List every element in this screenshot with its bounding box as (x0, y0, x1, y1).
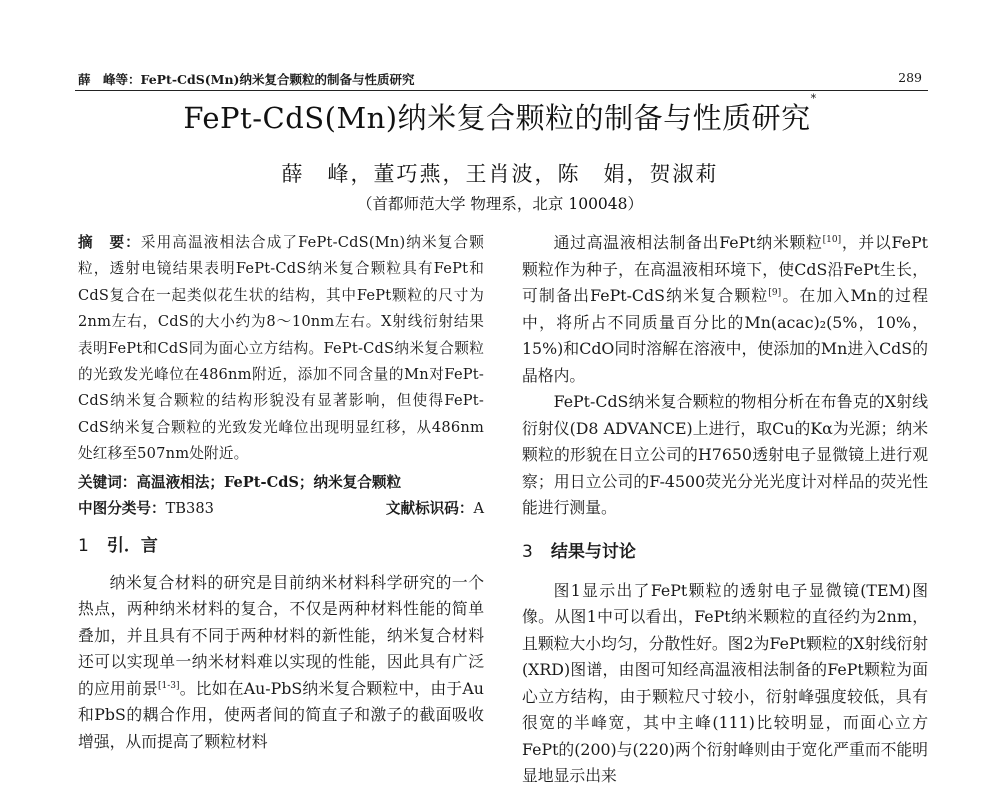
keywords-label: 关键词： (78, 473, 137, 491)
paper-title (0, 92, 1000, 137)
intro-paragraph (78, 570, 484, 756)
clc-label: 中图分类号： (78, 499, 166, 517)
abstract (78, 230, 484, 468)
keywords-text: 高温液相法；FePt-CdS；纳米复合颗粒 (136, 473, 402, 491)
header-rule (75, 90, 928, 91)
classification-line (78, 496, 484, 522)
abstract-text: 采用高温液相法合成了FePt-CdS(Mn)纳米复合颗粒，透射电镜结果表明FePt-CdS纳米复合颗粒具有FePt和CdS复合在一起类似花生状的结构，其中FePt颗粒的尺寸为2nm左右，CdS的大小约为8～10nm左右。X射线衍射结果表明FePt和CdS同为面心立方结构。FePt-CdS纳米复合颗粒的光致发光峰位在486nm附近，添加不同含量的Mn对FePt-CdS纳米复合颗粒的结构形貌没有显著影响，但使得FePt-CdS纳米复合颗粒的光致发光峰位出现明显红移，从486nm处红移至507nm处附近。 (78, 234, 484, 463)
results-paragraph (522, 578, 928, 790)
author-list: 薛 峰，董巧燕，王肖波，陈 娟，贺淑莉 (281, 162, 719, 186)
intro-text-cut: 简直子和激子的截面吸收增强，从而提高了颗粒材料 (78, 705, 484, 751)
section-3-number: 3 (522, 541, 533, 562)
running-head-text: 薛 峰等：FePt-CdS(Mn)纳米复合颗粒的制备与性质研究 (78, 72, 415, 87)
doc-code (386, 496, 484, 522)
method-text-a: 通过高温液相法制备出FePt纳米颗粒 (553, 233, 823, 252)
intro-text-b: 。比如在Au-PbS纳米复合颗粒中，由于Au和PbS的耦合作用，使两者间的 (78, 678, 484, 725)
page-number: 289 (898, 70, 922, 85)
title-footnote-mark: * (810, 92, 817, 105)
abstract-label: 摘 要： (78, 234, 141, 251)
method-paragraph-1 (522, 230, 928, 389)
running-head (78, 70, 926, 88)
section-1-heading (78, 534, 484, 558)
title-text: FePt-CdS(Mn)纳米复合颗粒的制备与性质研究 (183, 101, 811, 135)
affiliation: （首都师范大学 物理系，北京 100048） (356, 195, 644, 213)
clc-number (78, 496, 214, 522)
left-column (78, 230, 484, 755)
intro-text-a: 纳米复合材料的研究是目前纳米材料科学研究的一个热点，两种纳米材料的复合，不仅是两种材料性能的简单叠加，并且具有不同于两种材料的新性能，纳米复合材料还可以实现单一纳米材料难以实现的性能，因此具有广泛的应用前景 (78, 572, 484, 698)
method-ref-1: [10] (822, 235, 842, 245)
method-ref-2: [9] (768, 288, 782, 298)
doc-value: A (473, 499, 484, 517)
method-text-b: ，并以FePt颗粒作为种子，在高温液相环境下，使CdS沿FePt生长，可制备出FePt-CdS纳米复合颗粒 (522, 233, 928, 305)
section-3-heading (522, 540, 928, 564)
keywords (78, 469, 484, 496)
section-3-title: 结果与讨论 (550, 541, 636, 562)
intro-ref: [1-3] (158, 680, 180, 691)
right-column (522, 230, 928, 790)
section-1-title: 引．言 (106, 535, 158, 556)
doc-label: 文献标识码： (385, 499, 474, 517)
clc-value: TB383 (165, 499, 214, 517)
results-text: 图1显示出了FePt颗粒的透射电子显微镜(TEM)图像。从图1中可以看出，FePt纳米颗粒的直径约为2nm，且颗粒大小均匀，分散性好。图2为FePt颗粒的X射线衍射(XRD)图谱，由图可知经高温液相法制备的FePt颗粒为面心立方结构，由于颗粒尺寸较小，衍射峰强度较低，具有很宽的半峰宽，其中主峰(111)比较明显，而面心立方FePt的(200)与(220) (522, 580, 928, 759)
section-1-number: 1 (78, 535, 89, 556)
method-text-c: 。在加入Mn的过程中，将所占不同质量百分比的Mn(acac)₂(5%，10%，15%)和CdO同时溶解在溶液中，使添加的Mn进入CdS的晶格内。 (522, 286, 929, 385)
method-paragraph-2: FePt-CdS纳米复合颗粒的物相分析在布鲁克的X射线衍射仪(D8 ADVANCE)上进行，取Cu的Kα为光源；纳米颗粒的形貌在日立公司的H7650透射电子显微镜上进行观察；用日立公司的F-4500荧光分光光度计对样品的荧光性能进行测量。 (522, 392, 928, 517)
results-text-cut: 两个衍射峰则由于宽化严重而不能明显地显示出来 (522, 739, 928, 785)
